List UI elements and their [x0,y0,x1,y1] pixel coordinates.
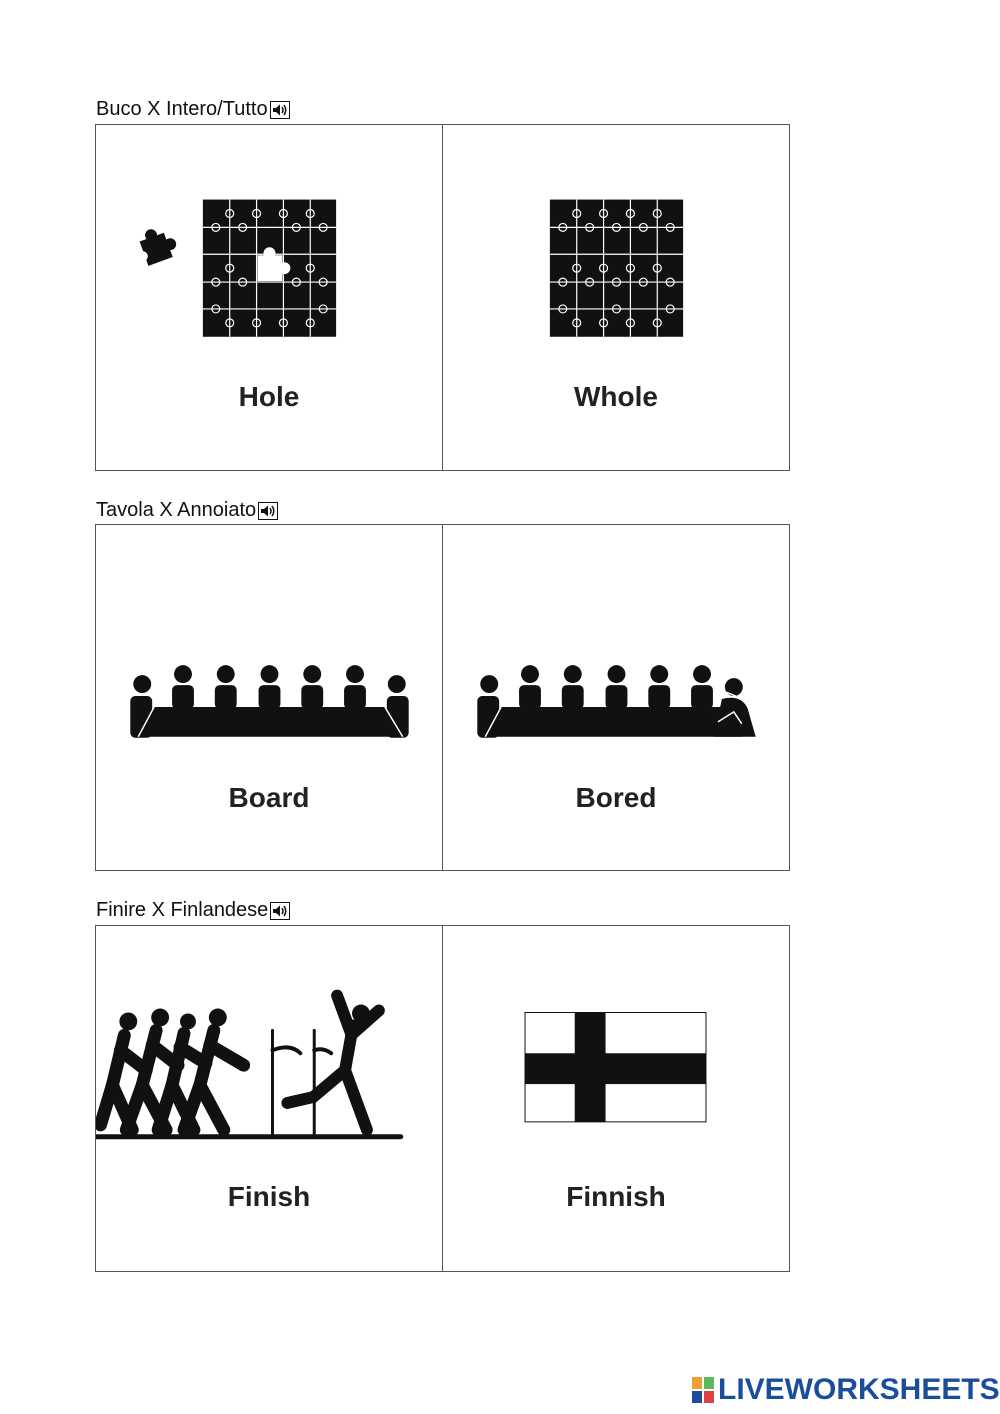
card-hole [96,125,442,470]
speaker-icon[interactable] [258,502,278,520]
card-finish [96,926,442,1271]
word-hole: Hole [238,381,300,412]
puzzle-complete-icon [443,125,789,470]
brand-logo-icon [692,1377,714,1403]
liveworksheets-logo [692,1372,1000,1408]
word-whole: Whole [574,381,658,412]
section-title-text: Buco X Intero/Tutto [96,98,268,120]
race-finish-line-icon [96,926,442,1271]
section-title-board-bored [96,499,278,522]
word-finnish: Finnish [566,1181,666,1212]
section-title-hole-whole [96,98,290,121]
puzzle-missing-piece-icon [96,125,442,470]
section-title-text: Tavola X Annoiato [96,499,257,521]
finland-flag-icon [443,926,789,1271]
bored-meeting-icon [443,525,789,870]
section-title-text: Finire X Finlandese [96,899,269,921]
boardroom-meeting-icon [96,525,442,870]
card-pair-board-bored [95,524,790,871]
card-finnish [442,926,789,1271]
card-whole [442,125,789,470]
word-board: Board [228,782,310,813]
card-board [96,525,442,870]
section-title-finish-finnish [96,899,290,922]
word-bored: Bored [575,782,657,813]
card-pair-hole-whole [95,124,790,471]
speaker-icon[interactable] [270,902,290,920]
brand-name: LIVEWORKSHEETS [718,1373,1000,1406]
speaker-icon[interactable] [270,101,290,119]
card-bored [442,525,789,870]
card-pair-finish-finnish [95,925,790,1272]
word-finish: Finish [227,1181,311,1212]
